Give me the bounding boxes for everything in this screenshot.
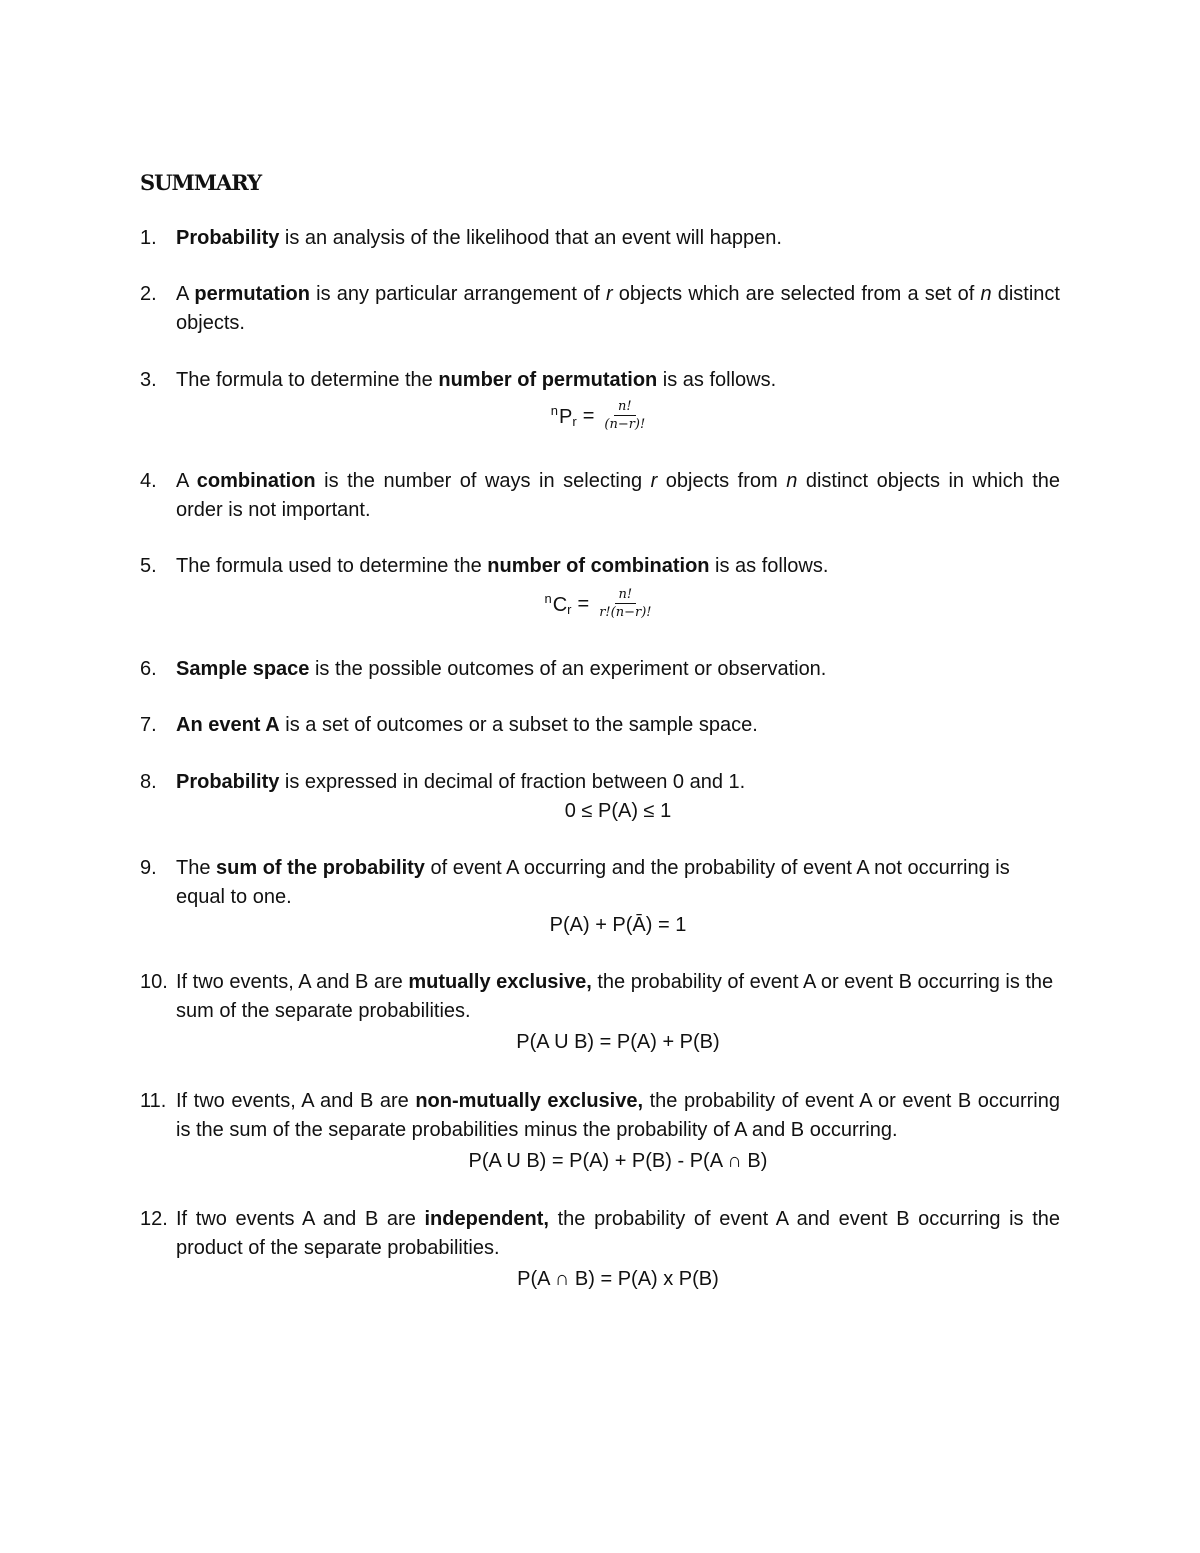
item-text	[176, 655, 1060, 684]
item-body: The formula to determine the	[176, 369, 439, 391]
item-number: 2.	[140, 283, 157, 305]
variable: n	[980, 283, 992, 305]
item-text	[176, 467, 1060, 525]
list-item	[140, 711, 1060, 740]
item-body: distinct objects.	[176, 283, 1060, 334]
item-text	[176, 224, 1060, 253]
item-body: of event A occurring and the probability of event A not occurring is equal to one.	[176, 857, 1010, 908]
item-text	[176, 280, 1060, 338]
term: sum of the probability	[216, 857, 425, 879]
item-body: is a set of outcomes or a subset to the sample space.	[279, 714, 758, 736]
item-number: 5.	[140, 555, 157, 577]
item-text	[176, 854, 1060, 912]
fraction	[595, 587, 655, 621]
page-title: SUMMARY	[140, 170, 262, 195]
list-item	[140, 968, 1060, 1057]
item-text	[176, 552, 1060, 581]
term: mutually exclusive,	[408, 971, 592, 993]
fraction-numerator: n!	[614, 399, 636, 416]
item-body: is the possible outcomes of an experiment or observation.	[309, 658, 827, 680]
item-text	[176, 711, 1060, 740]
formula-letter: P	[559, 406, 573, 428]
item-body: is the number of ways in selecting	[315, 470, 651, 492]
item-text	[176, 768, 1060, 797]
term: number of combination	[487, 555, 710, 577]
list-item	[140, 280, 1060, 338]
term: combination	[196, 470, 316, 492]
item-body: If two events A and B are	[176, 1208, 425, 1230]
item-body: If two events, A and B are	[176, 971, 409, 993]
item-body: A	[176, 470, 197, 492]
equation: P(A) + P(Ā) = 1	[549, 914, 687, 936]
variable: n	[786, 470, 798, 492]
item-body: is any particular arrangement of	[309, 283, 606, 305]
list-item	[140, 768, 1060, 826]
item-number: 1.	[140, 227, 157, 249]
item-text	[176, 968, 1060, 1026]
term: non-mutually exclusive,	[415, 1090, 644, 1112]
list-item	[140, 366, 1060, 395]
equals-sign: =	[582, 404, 595, 427]
variable: r	[605, 283, 613, 305]
item-number: 7.	[140, 714, 157, 736]
variable: r	[650, 470, 658, 492]
permutation-formula	[176, 396, 1096, 436]
item-body: If two events, A and B are	[176, 1090, 416, 1112]
item-number: 11.	[140, 1090, 167, 1112]
item-number: 8.	[140, 771, 157, 793]
item-text	[176, 366, 1060, 395]
equation: P(A U B) = P(A) + P(B)	[516, 1031, 720, 1053]
term: Probability	[176, 227, 280, 249]
item-body: A	[176, 283, 195, 305]
fraction-denominator: (n−r)!	[604, 417, 646, 432]
equals-sign: =	[577, 592, 590, 615]
item-number: 10.	[140, 971, 168, 993]
item-body: is as follows.	[657, 369, 777, 391]
item-body: objects which are selected from a set of	[612, 283, 981, 305]
list-item	[140, 467, 1060, 525]
term: permutation	[194, 283, 310, 305]
item-text	[176, 1087, 1060, 1145]
combination-formula	[176, 584, 1096, 624]
item-number: 4.	[140, 470, 157, 492]
fraction-numerator: n!	[615, 587, 637, 604]
equation: 0 ≤ P(A) ≤ 1	[564, 800, 672, 822]
item-body: is an analysis of the likelihood that an event will happen.	[279, 227, 782, 249]
term: An event A	[176, 714, 280, 736]
term: number of permutation	[438, 369, 658, 391]
list-item	[140, 552, 1060, 581]
item-body: distinct objects in which the order is not important.	[176, 470, 1061, 521]
term: Sample space	[176, 658, 310, 680]
formula-letter: C	[552, 594, 568, 616]
list-item	[140, 655, 1060, 684]
fraction-denominator: r!(n−r)!	[599, 605, 652, 620]
item-body: the probability of event A and event B occurring is the product of the separate probabilities.	[176, 1208, 1060, 1259]
item-body: is as follows.	[709, 555, 829, 577]
item-number: 3.	[140, 369, 157, 391]
term: independent,	[424, 1208, 549, 1230]
term: Probability	[176, 771, 280, 793]
item-body: the probability of event A or event B occurring is the sum of the separate probabilities minus the probability of A and B occurring.	[176, 1090, 1060, 1141]
item-number: 9.	[140, 857, 157, 879]
list-item	[140, 1087, 1060, 1176]
formula-superscript: n	[544, 591, 552, 606]
item-number: 6.	[140, 658, 157, 680]
item-body: The formula used to determine the	[176, 555, 488, 577]
formula-subscript: r	[572, 414, 577, 429]
item-number: 12.	[140, 1208, 168, 1230]
item-text	[176, 1205, 1060, 1263]
item-body: objects from	[657, 470, 787, 492]
fraction	[600, 399, 649, 433]
equation: P(A U B) = P(A) + P(B) - P(A ∩ B)	[468, 1150, 768, 1172]
list-item	[140, 854, 1060, 940]
list-item	[140, 1205, 1060, 1294]
formula-superscript: n	[550, 403, 558, 418]
equation: P(A ∩ B) = P(A) x P(B)	[517, 1268, 719, 1290]
list-item	[140, 224, 1060, 253]
item-body: The	[176, 857, 217, 879]
item-body: the probability of event A or event B occurring is the sum of the separate probabilities.	[176, 971, 1054, 1022]
item-body: is expressed in decimal of fraction between 0 and 1.	[279, 771, 746, 793]
formula-subscript: r	[567, 602, 572, 617]
